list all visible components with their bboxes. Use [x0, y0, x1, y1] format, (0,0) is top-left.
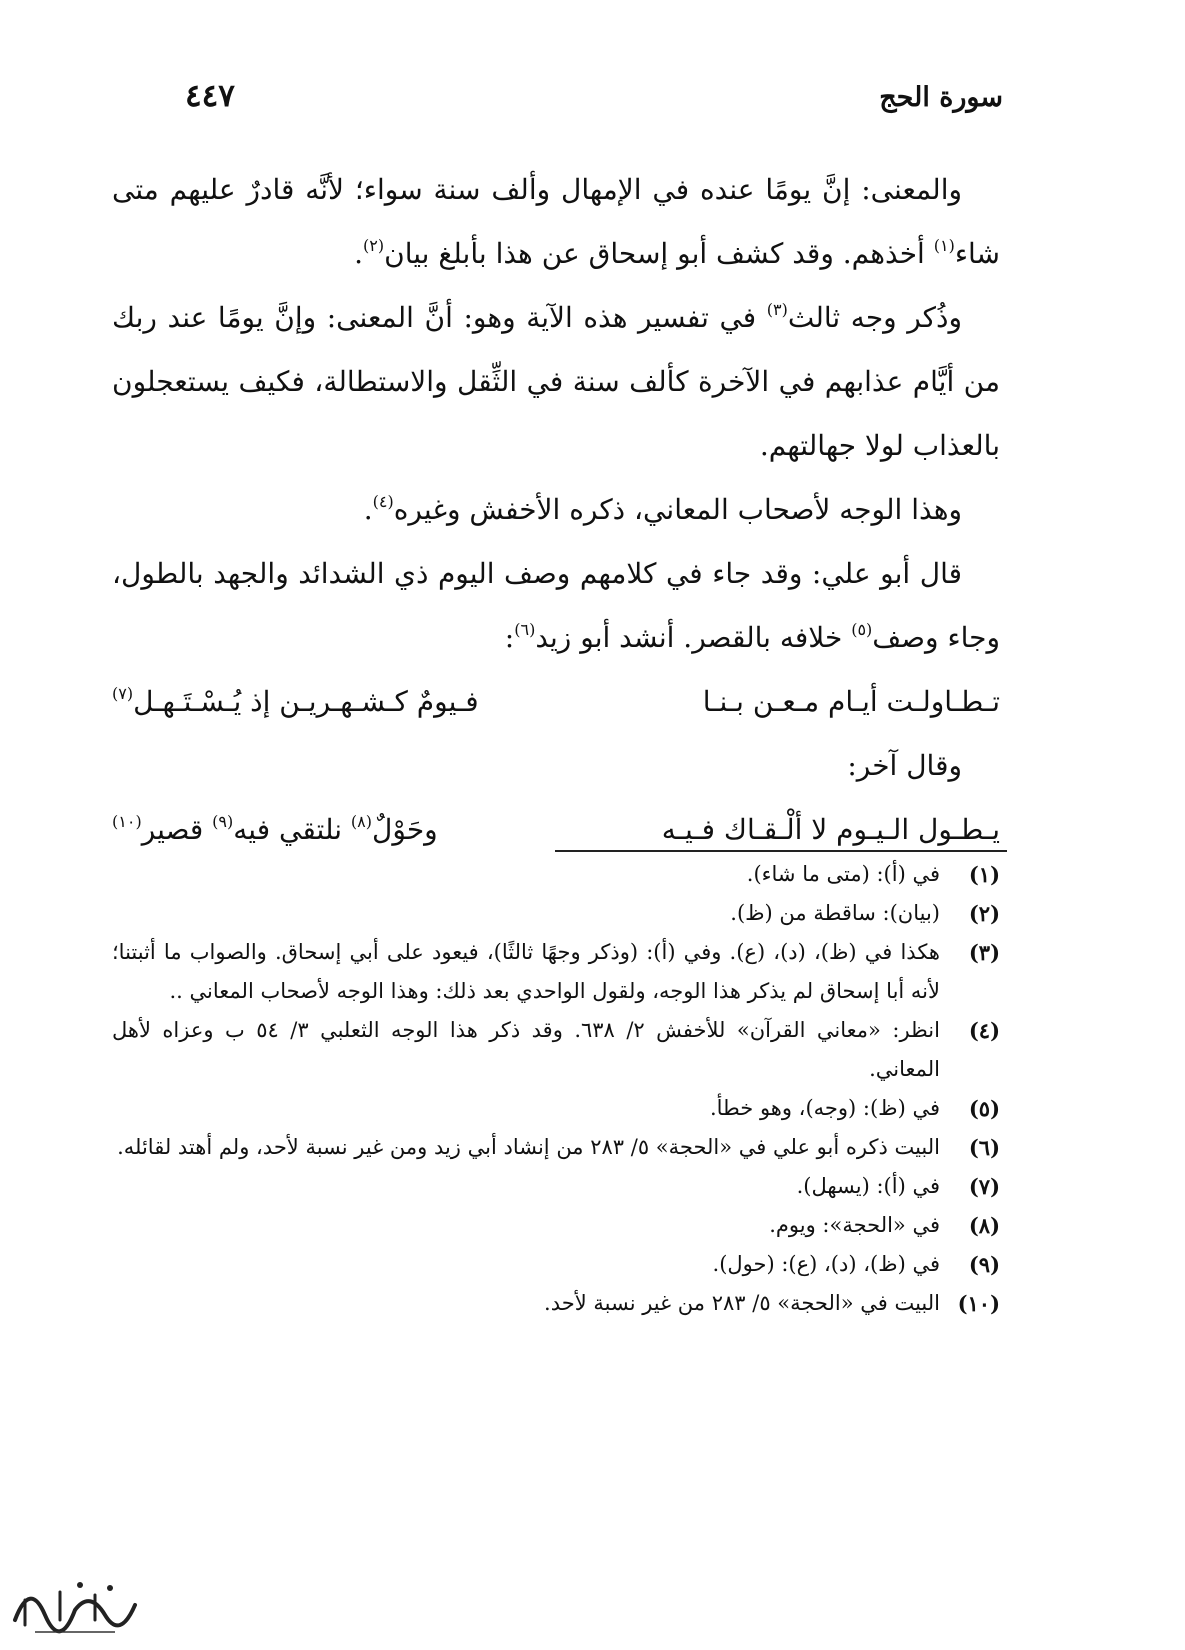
- text-segment: خلافه بالقصر. أنشد أبو زيد: [535, 621, 852, 654]
- footnote: [112, 1128, 1000, 1167]
- verse-second-hemistich: [112, 670, 479, 734]
- text-segment: قال أبو علي: وقد جاء في كلامهم وصف اليوم ذي الشدائد والجهد بالطول، وجاء وصف: [112, 557, 1000, 654]
- footnote-number: (١): [968, 862, 1000, 887]
- footnote-ref[interactable]: (٩): [212, 812, 234, 831]
- footnote-number: (٨): [968, 1213, 1000, 1238]
- footnote: [112, 1245, 1000, 1284]
- main-text: [112, 158, 1000, 862]
- footnote-number: (٢): [968, 901, 1000, 926]
- text-segment: قصير: [141, 813, 213, 846]
- text-segment: وحَوْلٌ: [372, 813, 438, 846]
- poetry-verse-1: [112, 670, 1000, 734]
- text-segment: أخذهم. وقد كشف أبو إسحاق عن هذا بأبلغ بيان: [384, 237, 934, 270]
- footnote-ref[interactable]: (٥): [851, 620, 873, 639]
- footnote: [112, 1089, 1000, 1128]
- text-segment: .: [354, 237, 364, 270]
- footnote-ref[interactable]: (١٠): [112, 812, 142, 831]
- footnote-number: (٣): [968, 940, 1000, 965]
- footnote: [112, 1284, 1000, 1323]
- footnote-text: البيت في «الحجة» ٥/ ٢٨٣ من غير نسبة لأحد.: [544, 1291, 940, 1315]
- publisher-logo: [5, 1570, 145, 1640]
- paragraph-2: [112, 286, 1000, 478]
- text-segment: فـيومٌ كـشـهـريـن إذ يُـسْـتَـهـل: [133, 685, 479, 718]
- footnote: [112, 933, 1000, 1011]
- poetry-verse-2: [112, 798, 1000, 862]
- footnote-number: (٦): [968, 1135, 1000, 1160]
- footnote-number: (٥): [968, 1096, 1000, 1121]
- footnote-number: (١٠): [957, 1291, 1000, 1316]
- page-number: ٤٤٧: [185, 78, 235, 114]
- paragraph-5: وقال آخر:: [847, 749, 962, 782]
- paragraph-1: [112, 158, 1000, 286]
- text-segment: وذُكر وجه ثالث: [787, 301, 962, 334]
- footnote-ref[interactable]: (٣): [766, 300, 788, 319]
- footnote-text: في (ظ)، (د)، (ع): (حول).: [712, 1252, 940, 1276]
- text-segment: والمعنى: إنَّ يومًا عنده في الإمهال وألف سنة سواء؛ لأنَّه قادرٌ عليهم متى شاء: [112, 173, 1000, 270]
- footnote: [112, 1167, 1000, 1206]
- paragraph-3: [112, 478, 1000, 542]
- footnote-separator: [555, 850, 1007, 852]
- footnote-text: (بيان): ساقطة من (ظ).: [730, 901, 940, 925]
- footnote: [112, 894, 1000, 933]
- text-segment: في تفسير هذه الآية وهو: أنَّ المعنى: وإنَّ يومًا عند ربك من أيَّام عذابهم في الآخرة كألف سنة في الثِّقل والاستطالة، فكيف يستعجلون بالعذاب لولا جهالتهم.: [112, 301, 1000, 462]
- surah-title: سورة الحج: [879, 82, 1003, 113]
- text-segment: .: [363, 493, 373, 526]
- footnote-ref[interactable]: (٨): [350, 812, 373, 831]
- verse-first-hemistich: تـطـاولـت أيـام مـعـن بـنـا: [702, 685, 1000, 718]
- footnote-ref[interactable]: (١): [933, 236, 955, 255]
- footnote-text: هكذا في (ظ)، (د)، (ع). وفي (أ): (وذكر وجهًا ثالثًا)، فيعود على أبي إسحاق. والصواب ما أثبتنا؛ لأنه أبا إسحاق لم يذكر هذا الوجه، ولقول الواحدي بعد ذلك: وهذا الوجه لأصحاب المعاني ..: [112, 940, 940, 1003]
- footnote-ref[interactable]: (٦): [514, 620, 536, 639]
- footnote-number: (٧): [968, 1174, 1000, 1199]
- paragraph-4: [112, 542, 1000, 670]
- footnote-text: انظر: «معاني القرآن» للأخفش ٢/ ٦٣٨. وقد ذكر هذا الوجه الثعلبي ٣/ ٥٤ ب وعزاه لأهل المعاني.: [112, 1018, 940, 1081]
- footnote-text: في «الحجة»: ويوم.: [769, 1213, 940, 1237]
- text-segment: وهذا الوجه لأصحاب المعاني، ذكره الأخفش وغيره: [393, 493, 962, 526]
- verse-first-hemistich: يـطـول الـيـوم لا ألْـقـاك فـيـه: [661, 813, 1000, 846]
- footnote-text: في (أ): (يسهل).: [796, 1174, 940, 1198]
- footnotes: [112, 855, 1000, 1323]
- footnote: [112, 1011, 1000, 1089]
- footnote-number: (٩): [968, 1252, 1000, 1277]
- footnote-text: في (ظ): (وجه)، وهو خطأ.: [709, 1096, 940, 1120]
- footnote: [112, 1206, 1000, 1245]
- footnote-number: (٤): [968, 1018, 1000, 1043]
- footnote-text: البيت ذكره أبو علي في «الحجة» ٥/ ٢٨٣ من إنشاد أبي زيد ومن غير نسبة لأحد، ولم أهتد لقائله.: [117, 1135, 940, 1159]
- footnote-ref[interactable]: (٤): [372, 492, 394, 511]
- text-segment: نلتقي فيه: [233, 813, 351, 846]
- page-header: [185, 78, 1003, 128]
- footnote-ref[interactable]: (٧): [112, 684, 134, 703]
- footnote-text: في (أ): (متى ما شاء).: [746, 862, 940, 886]
- footnote-ref[interactable]: (٢): [363, 236, 385, 255]
- verse-second-hemistich: [112, 798, 438, 862]
- text-segment: :: [504, 621, 515, 654]
- footnote: [112, 855, 1000, 894]
